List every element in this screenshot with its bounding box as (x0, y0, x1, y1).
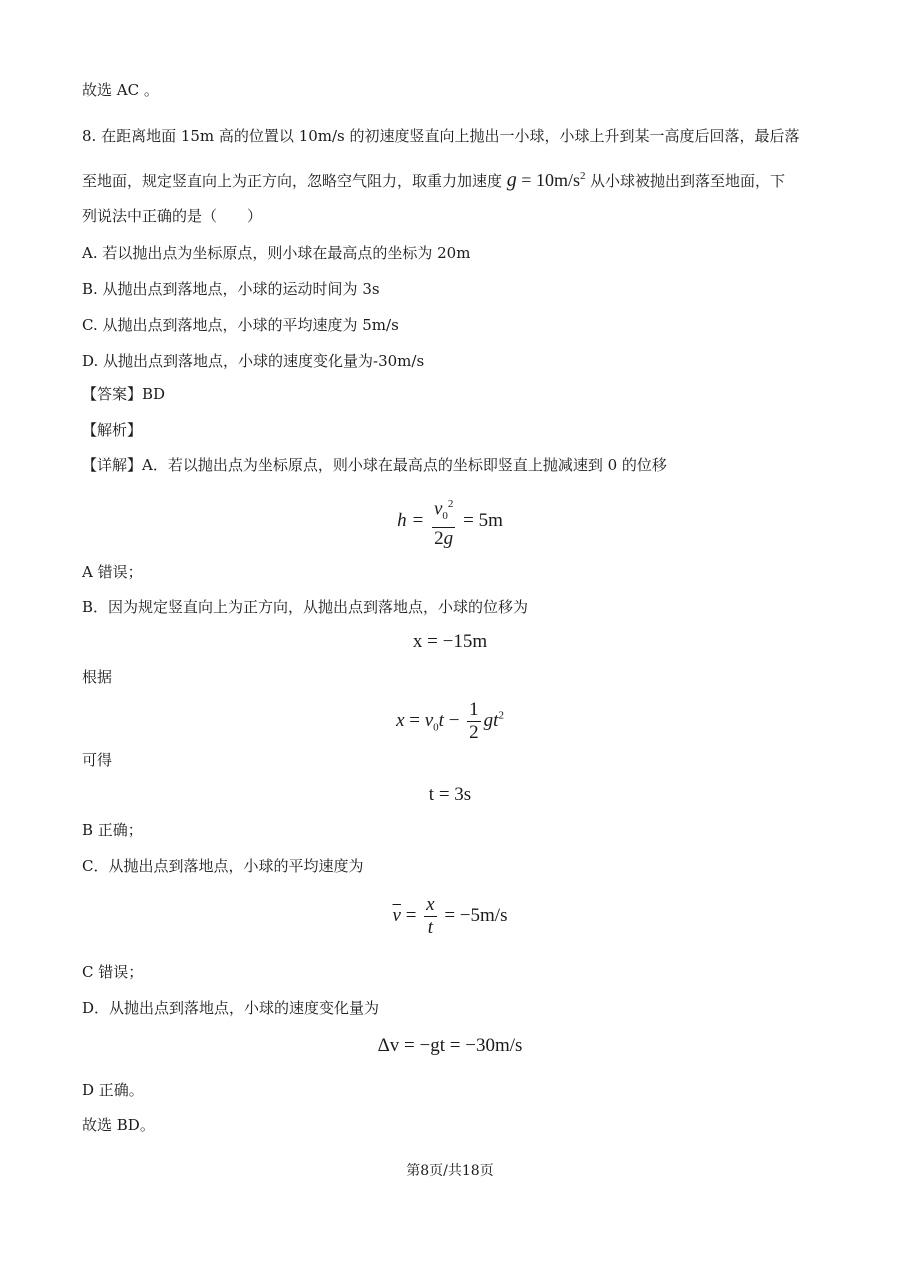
dv-result: Δv = −gt = −30m/s (377, 1035, 523, 1056)
h-lhs: h = (397, 509, 425, 531)
detail-a: 【详解】A．若以抛出点为坐标原点，则小球在最高点的坐标即竖直上抛减速到 0 的位移 (82, 456, 667, 474)
equation-time (0, 783, 900, 807)
previous-answer: 故选 AC 。 (82, 81, 159, 99)
half-fraction: $\frac{1}{2}$ (469, 699, 479, 743)
according-label: 根据 (82, 668, 113, 686)
question-line-2-pre: 至地面，规定竖直向上为正方向，忽略空气阻力，取重力加速度 (82, 172, 503, 190)
d-right: D 正确。 (82, 1081, 144, 1099)
gt-term: gt (483, 709, 499, 731)
vavg-rhs: = −5m/s (444, 904, 508, 926)
analysis-label: 【解析】 (82, 421, 143, 439)
obtain-label: 可得 (82, 751, 113, 769)
option-d: D. 从抛出点到落地点，小球的速度变化量为-30m/s (82, 352, 425, 370)
question-line-2-post: 从小球被抛出到落至地面，下 (589, 172, 785, 190)
x-displacement: x = −15m (412, 631, 488, 652)
equation-height (0, 494, 900, 549)
question-line-3: 列说法中正确的是（ ） (82, 207, 263, 225)
option-b: B. 从抛出点到落地点，小球的运动时间为 3s (82, 280, 380, 298)
equation-average-velocity: $\overline{v}$ = $\frac{x}{t}$ = −5m/s (392, 894, 508, 938)
t-result: t = 3s (428, 784, 472, 805)
question-line-2 (82, 166, 785, 191)
gravity-value: = 10m/s (521, 170, 580, 190)
final-answer: 故选 BD。 (82, 1116, 155, 1134)
detail-c: C．从抛出点到落地点，小球的平均速度为 (82, 857, 364, 875)
detail-b: B．因为规定竖直向上为正方向，从抛出点到落地点，小球的位移为 (82, 598, 529, 616)
c-wrong: C 错误； (82, 963, 144, 981)
equation-kinematics: $x = v_0t$ − $\frac{1}{2}$ $gt^2$ (396, 699, 504, 743)
option-a: A. 若以抛出点为坐标原点，则小球在最高点的坐标为 20m (82, 244, 471, 262)
a-wrong: A 错误； (82, 563, 143, 581)
page-footer: 第8页/共18页 (406, 1163, 494, 1179)
answer-label: 【答案】BD (82, 385, 166, 403)
detail-d: D．从抛出点到落地点，小球的速度变化量为 (82, 999, 380, 1017)
x-over-t-fraction: $\frac{x}{t}$ (426, 894, 435, 938)
h-rhs: = 5m (463, 509, 503, 531)
equation-velocity-change (0, 1034, 900, 1058)
gravity-expression: $g = 10m/s^2$ (506, 169, 586, 191)
question-line-1: 8. 在距离地面 15m 高的位置以 10m/s 的初速度竖直向上抛出一小球，小球上升到某一高度后回落，最后落 (82, 127, 800, 145)
h-fraction: $\frac{v_0^2}{2g}$ (432, 494, 455, 549)
equation-displacement (0, 630, 900, 654)
option-c: C. 从抛出点到落地点，小球的平均速度为 5m/s (82, 316, 399, 334)
b-right: B 正确； (82, 821, 143, 839)
